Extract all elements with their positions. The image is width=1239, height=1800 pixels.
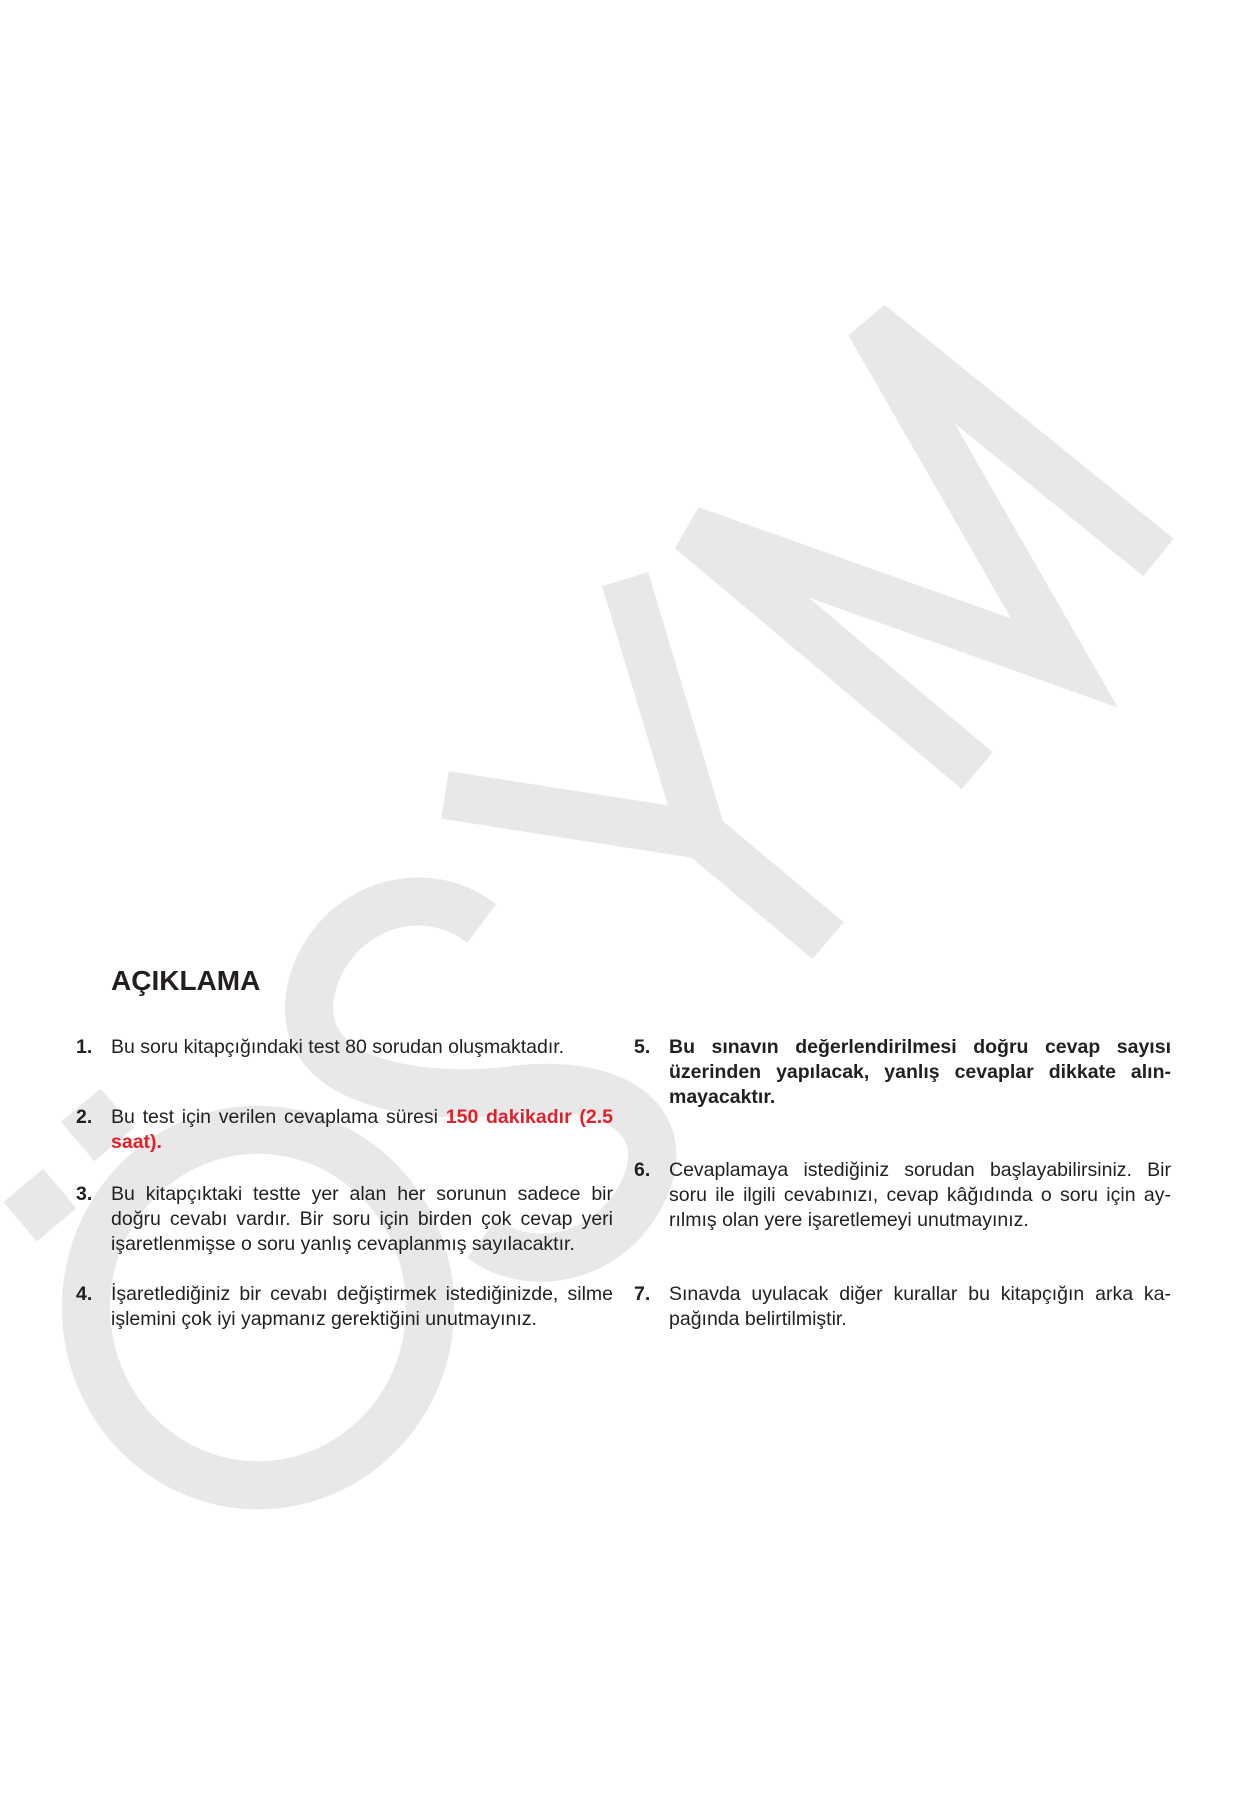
item-text: Bu soru kitapçığındaki test 80 sorudan oluşmaktadır.: [111, 1036, 565, 1058]
instruction-item-1: [76, 1035, 613, 1060]
item-number: 2.: [76, 1106, 93, 1128]
instruction-item-7: [634, 1282, 1171, 1332]
item-number: 3.: [76, 1183, 93, 1205]
item-text: Bu kitapçıktaki testte yer alan her sorunun sadece bir doğru cevabı vardır. Bir soru için birden çok cevap yeri işaretlenmişse o soru yanlış cevaplanmış sayılacaktır.: [111, 1183, 613, 1255]
item-text: Bu test için verilen cevaplama süresi: [111, 1106, 446, 1128]
watermark-letter-m: [690, 323, 1158, 770]
page-title: AÇIKLAMA: [111, 965, 261, 996]
item-text: Bu sınavın değerlendirilmesi doğru cevap sayısı üzerinden yapılacak, yanlış cevaplar dikkate alınmayacaktır.: [669, 1036, 1171, 1108]
item-number: 1.: [76, 1036, 93, 1058]
item-text: Cevaplamaya istediğiniz sorudan başlayabilirsiniz. Bir soru ile ilgili cevabınızı, cevap kâğıdında o soru için ayrılmış olan yere işaretlemeyi unutmayınız.: [669, 1159, 1171, 1231]
instruction-item-6: [634, 1158, 1171, 1233]
item-number: 4.: [76, 1283, 93, 1305]
instruction-item-5: [634, 1035, 1171, 1110]
instruction-item-4: [76, 1282, 613, 1332]
item-number: 5.: [634, 1036, 651, 1058]
instruction-item-3: [76, 1182, 613, 1257]
item-text: Sınavda uyulacak diğer kurallar bu kitapçığın arka kapağında belirtilmiştir.: [669, 1283, 1171, 1330]
item-text: İşaretlediğiniz bir cevabı değiştirmek istediğinizde, silme işlemini çok iyi yapmanız gerektiğini unutmayınız.: [111, 1283, 613, 1330]
item-number: 7.: [634, 1283, 651, 1305]
item-number: 6.: [634, 1159, 651, 1181]
watermark-letter-y: [445, 579, 828, 940]
instruction-item-2: [76, 1105, 613, 1155]
item-highlight-duration: 150 dakikadır (2.5 saat).: [111, 1106, 613, 1153]
